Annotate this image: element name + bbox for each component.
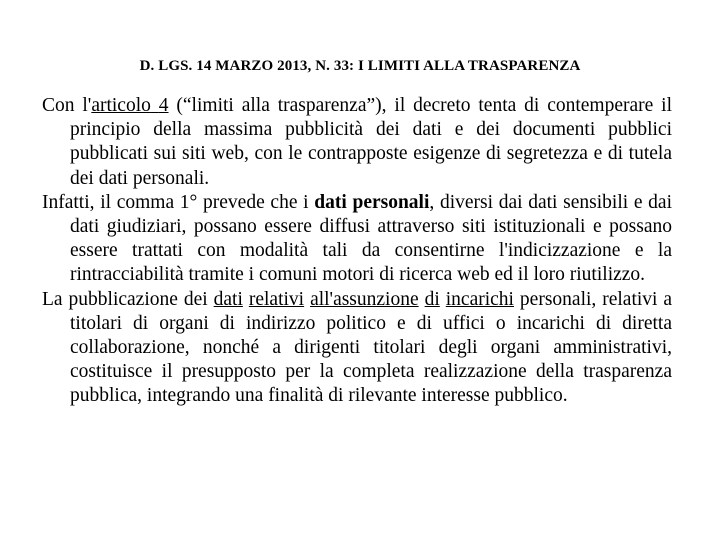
- link-relativi[interactable]: relativi: [248, 288, 305, 310]
- p2-rest: , diversi dai dati sensibili e dai dati giudiziari, possano essere diffusi attraverso siti istituzionali e possano essere trattati con modalità tali da consentirne l'indicizzazione e la rintracciabilità tramite i comuni motori di ricerca web ed il loro riutilizzo.: [70, 191, 672, 286]
- slide-title-text: D. LGS. 14 MARZO 2013, N. 33: I LIMITI ALLA TRASPARENZA: [139, 58, 581, 74]
- link-di[interactable]: di: [424, 288, 440, 310]
- paragraph-comma-1: [42, 191, 672, 288]
- p3-start: La pubblicazione dei: [42, 288, 214, 310]
- articolo-link[interactable]: articolo: [91, 95, 151, 116]
- articolo-link-space: [151, 95, 159, 116]
- paragraph-articolo-4: [42, 94, 672, 191]
- p2-start: Infatti, il comma 1° prevede che i: [42, 191, 315, 213]
- dati-personali-bold: dati personali: [314, 191, 430, 213]
- slide-title: [0, 58, 720, 75]
- p1-rest: (“limiti alla trasparenza”), il decreto tenta di contemperare il principio della massima pubblicità dei dati e dei documenti pubblici pubblicati sui siti web, con le contrapposte esigenze di segretezza e di tutela dei dati personali.: [70, 95, 673, 189]
- paragraph-pubblicazione: [42, 288, 672, 409]
- link-dati[interactable]: dati: [213, 288, 243, 310]
- p3-rest: personali, relativi a titolari di organi di indirizzo politico e di uffici o incarichi di diretta collaborazione, nonché a dirigenti titolari degli organi amministrativi, costituisce il presupposto per la completa realizzazione della trasparenza pubblica, integrando una finalità di rilevante interesse pubblico.: [70, 288, 673, 407]
- slide-body: [42, 94, 672, 409]
- articolo-number-link[interactable]: 4: [158, 95, 169, 116]
- link-incarichi[interactable]: incarichi: [445, 288, 514, 310]
- link-assunzione[interactable]: all'assunzione: [310, 288, 419, 310]
- p1-start: Con l': [42, 95, 92, 116]
